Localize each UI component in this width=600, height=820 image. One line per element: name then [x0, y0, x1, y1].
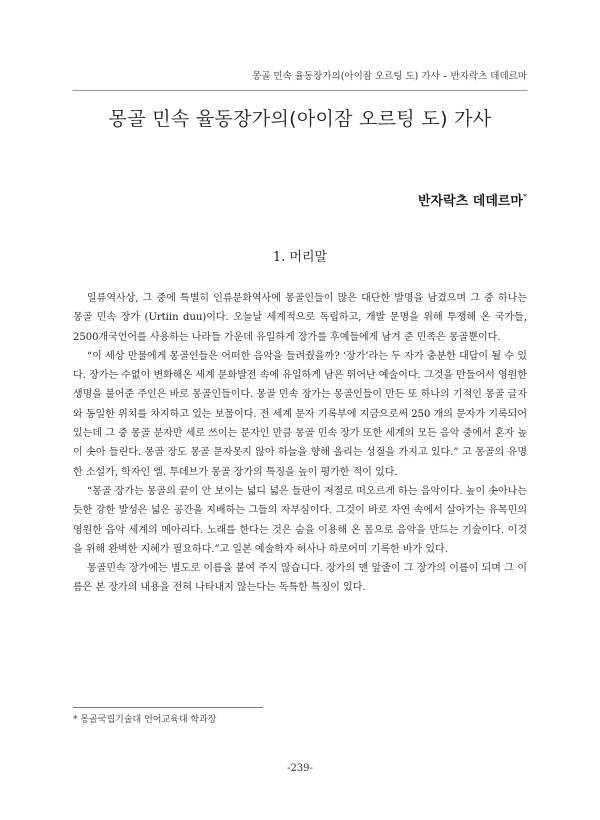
body-text [73, 289, 527, 598]
running-head: 몽골 민속 율동장가의(아이잠 오르팅 도) 가사 – 반자락츠 데데르마 [252, 71, 527, 82]
paragraph-2: “이 세상 만물에게 몽골인들은 어떠한 음악을 들려줬을까? ‘장가’라는 두 자가 충분한 대답이 될 수 있다. 장가는 수없이 변화해온 세계 문화발전 속에 유일하게 남은 뛰어난 예술이다. 그것을 만들어서 영원한 생명을 불어준 주인은 바로 몽골인들이다. 몽골 민속 장가는 몽골인들이 만든 또 하나의 기적인 몽골 글자와 동일한 위치를 차지하고 있는 보물이다. 전 세계 문자 기록부에 지금으로써 250 개의 문자가 기록되어 있는데 그 중 몽골 문자만 세로 쓰이는 문자인 만큼 몽골 민속 장가 또한 세계의 모든 음악 중에서 혼자 높이 솟아 들린다. 몽골 장도 몽골 문자못지 않아 하늘을 향해 올리는 성질을 가지고 있다.” 고 몽골의 유명한 소설가, 학자인 엘. 투데브가 몽골 장가의 특징을 높이 평가한 적이 있다. [73, 350, 527, 478]
paragraph-1: 일류역사상, 그 중에 특별히 인류문화역사에 몽골인들이 많은 대단한 발명을 남겼으며 그 중 하나는 몽골 민속 장가 (Urtiin duu)이다. 오늘날 세계적으로 독립하고, 개발 문명을 위해 투쟁해 온 국가들, 2500개국언어를 사용하는 나라들 가운데 유일하게 장가를 후예들에게 남겨 준 민족은 몽골뿐이다. [73, 293, 527, 343]
paragraph-4: 몽골민속 장가에는 별도로 이름을 붙여 주지 않습니다. 장가의 맨 앞줄이 그 장가의 이름이 되며 그 이름은 본 장가의 내용을 전혀 나타내지 않는다는 독특한 특징이 있다. [73, 563, 527, 594]
section-heading: 1. 머리말 [272, 250, 328, 265]
footnote: * 몽골국립기술대 언어교육대 학과장 [73, 715, 217, 725]
author-line [418, 190, 527, 209]
footnote-rule [73, 707, 263, 708]
author-name: 반자락츠 데데르마 [418, 194, 523, 209]
author-footnote-mark: * [523, 192, 527, 202]
page-number: -239- [287, 763, 313, 774]
article-title: 몽골 민속 율동장가의(아이잠 오르팅 도) 가사 [108, 108, 492, 130]
paragraph-3: “몽골 장가는 몽골의 끝이 안 보이는 넓디 넓은 들판이 저절로 떠오르게 하는 음악이다. 높이 솟아나는 듯한 강한 발성은 넓은 공간을 지배하는 그들의 자부심이다. 그것이 바로 자연 속에서 살아가는 유목민의 영원한 음악 세계의 메아리다. 노래를 한다는 것은 숨을 이용해 온 몸으로 음악을 만드는 기술이다. 이것을 위해 완벽한 지혜가 필요하다.”고 일본 예술학자 허사나 하로어미 기록한 바가 있다. [73, 485, 527, 555]
header-rule [73, 90, 527, 91]
